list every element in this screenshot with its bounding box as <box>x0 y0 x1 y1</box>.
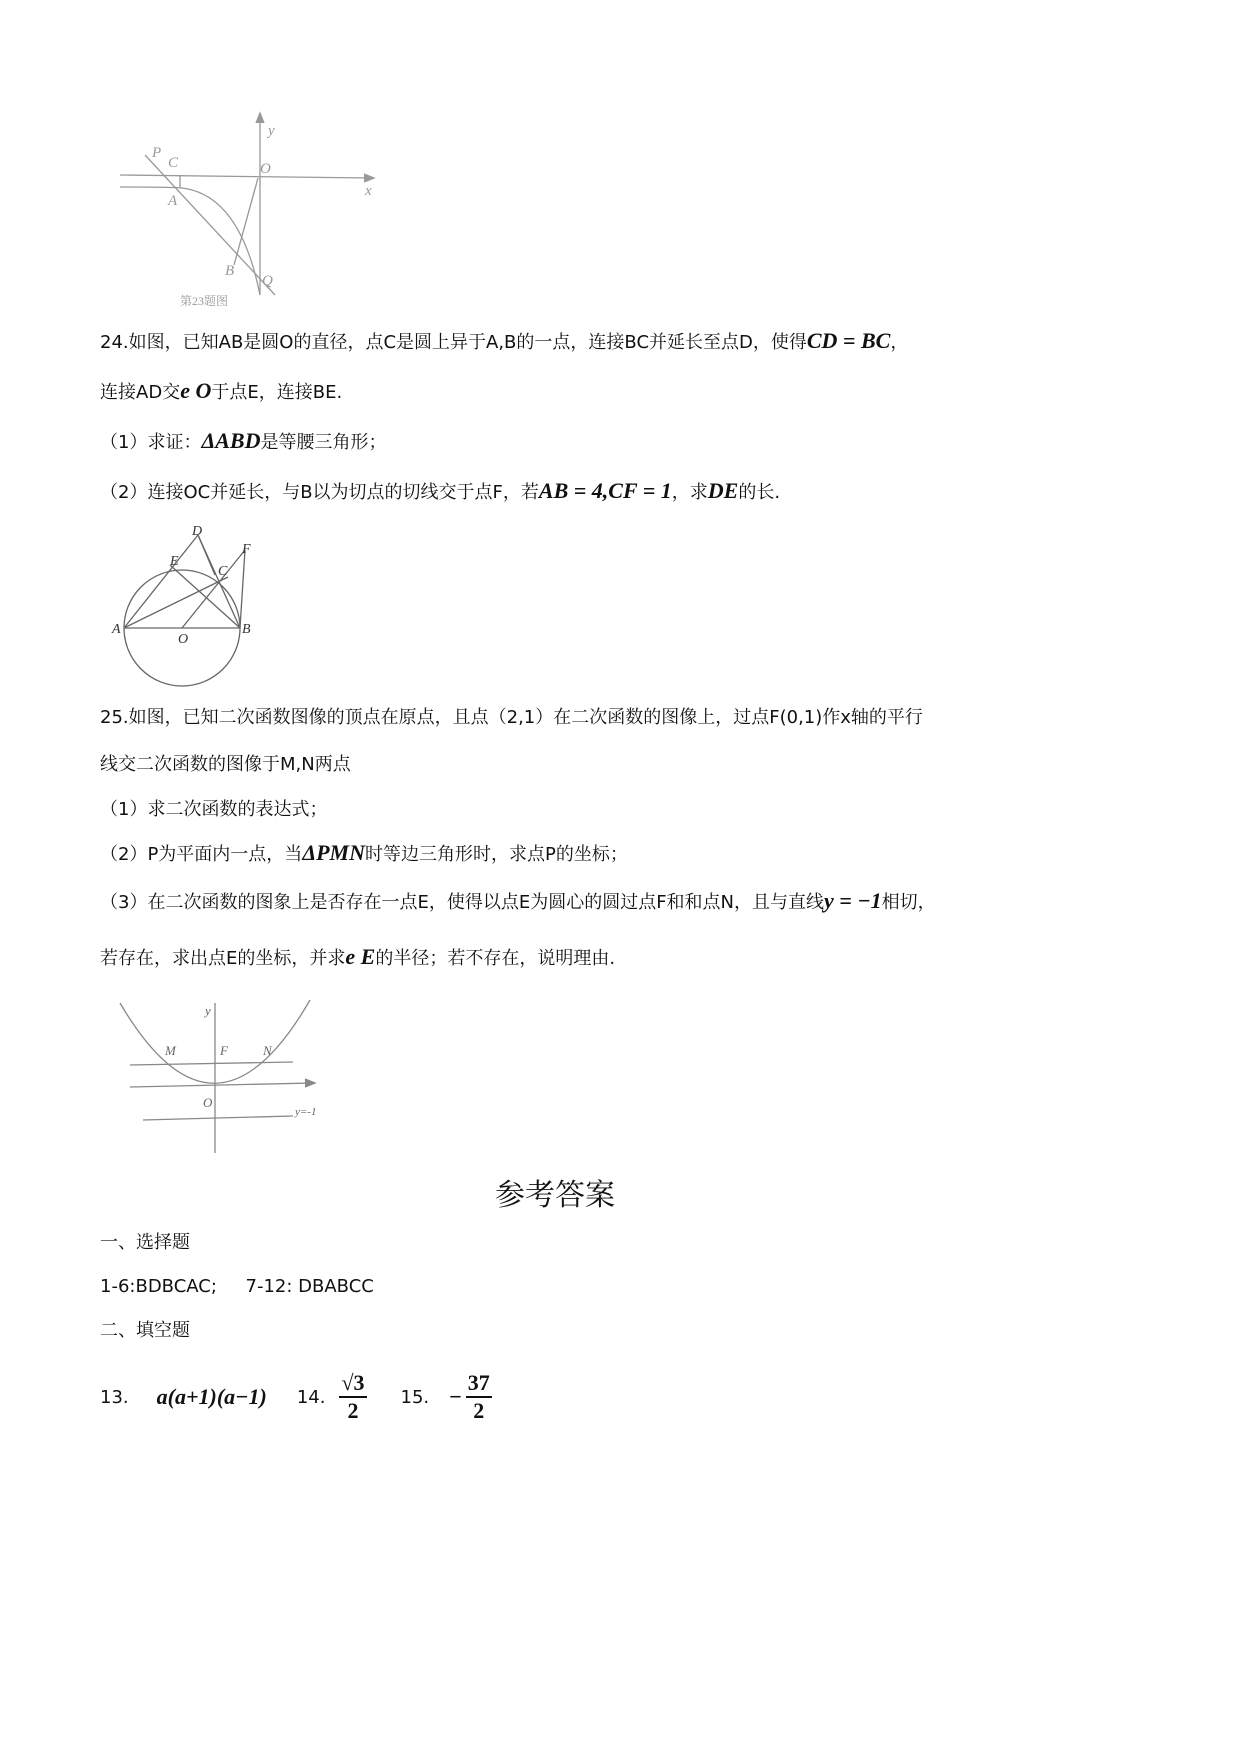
q24-line1: 24.如图，已知AB是圆O的直径，点C是圆上异于A,B的一点，连接BC并延长至点D，使得CD = BC， <box>100 328 909 353</box>
fill-answers: 13. a(a+1)(a−1) 14. $\frac{√3}{2}$ 15. − $\frac{37}{2}$ <box>100 1370 490 1423</box>
svg-text:N: N <box>263 1043 272 1058</box>
answers-title: 参考答案 <box>495 1178 615 1213</box>
q25-part2: （2）P为平面内一点，当ΔPMN时等边三角形时，求点P的坐标； <box>100 840 628 865</box>
q24-part1: （1）求证：ΔABD是等腰三角形； <box>100 428 387 453</box>
fraction-15: $\frac{37}{2}$ <box>467 1370 490 1423</box>
svg-text:O: O <box>203 1095 213 1110</box>
figure-q23 <box>110 95 410 310</box>
figure-q24 <box>110 525 290 690</box>
section-choice-heading: 一、选择题 <box>100 1232 190 1253</box>
svg-text:F: F <box>242 542 251 557</box>
svg-text:C: C <box>218 564 228 579</box>
svg-text:y: y <box>205 1003 211 1018</box>
svg-text:C: C <box>168 155 179 171</box>
svg-text:A: A <box>112 622 121 637</box>
svg-text:M: M <box>165 1043 176 1058</box>
q25-part3: （3）在二次函数的图象上是否存在一点E，使得以点E为圆心的圆过点F和和点N，且与直线y = −1相切， <box>100 888 936 913</box>
q25-part3-cont: 若存在，求出点E的坐标，并求e E的半径；若不存在，说明理由. <box>100 944 616 969</box>
svg-text:x: x <box>365 183 372 199</box>
q25-part1: （1）求二次函数的表达式； <box>100 799 328 820</box>
q24-line2: 连接AD交e O于点E，连接BE. <box>100 378 343 403</box>
svg-text:F: F <box>220 1043 228 1058</box>
svg-text:第23题图: 第23题图 <box>180 294 229 308</box>
section-fill-heading: 二、填空题 <box>100 1320 190 1341</box>
q24-part2: （2）连接OC并延长，与B以为切点的切线交于点F，若AB = 4,CF = 1，求DE的长. <box>100 478 781 503</box>
choice-answers: 1-6:BDBCAC; 7-12: DBABCC <box>100 1276 374 1297</box>
svg-text:y=-1: y=-1 <box>295 1106 317 1118</box>
svg-text:O: O <box>260 161 271 177</box>
svg-text:A: A <box>168 193 178 209</box>
svg-text:O: O <box>178 632 189 647</box>
q25-line2: 线交二次函数的图像于M,N两点 <box>100 754 351 775</box>
svg-text:Q: Q <box>262 273 273 289</box>
q25-line1: 25.如图，已知二次函数图像的顶点在原点，且点（2,1）在二次函数的图像上，过点F(0,1)作x轴的平行 <box>100 707 923 728</box>
svg-text:E: E <box>170 554 179 569</box>
fig-label: y <box>268 123 275 139</box>
figure-q25 <box>115 995 345 1155</box>
svg-text:D: D <box>192 525 203 539</box>
svg-text:B: B <box>242 622 251 637</box>
fraction-14: $\frac{√3}{2}$ <box>341 1370 365 1423</box>
svg-text:B: B <box>225 263 235 279</box>
svg-text:P: P <box>152 145 162 161</box>
